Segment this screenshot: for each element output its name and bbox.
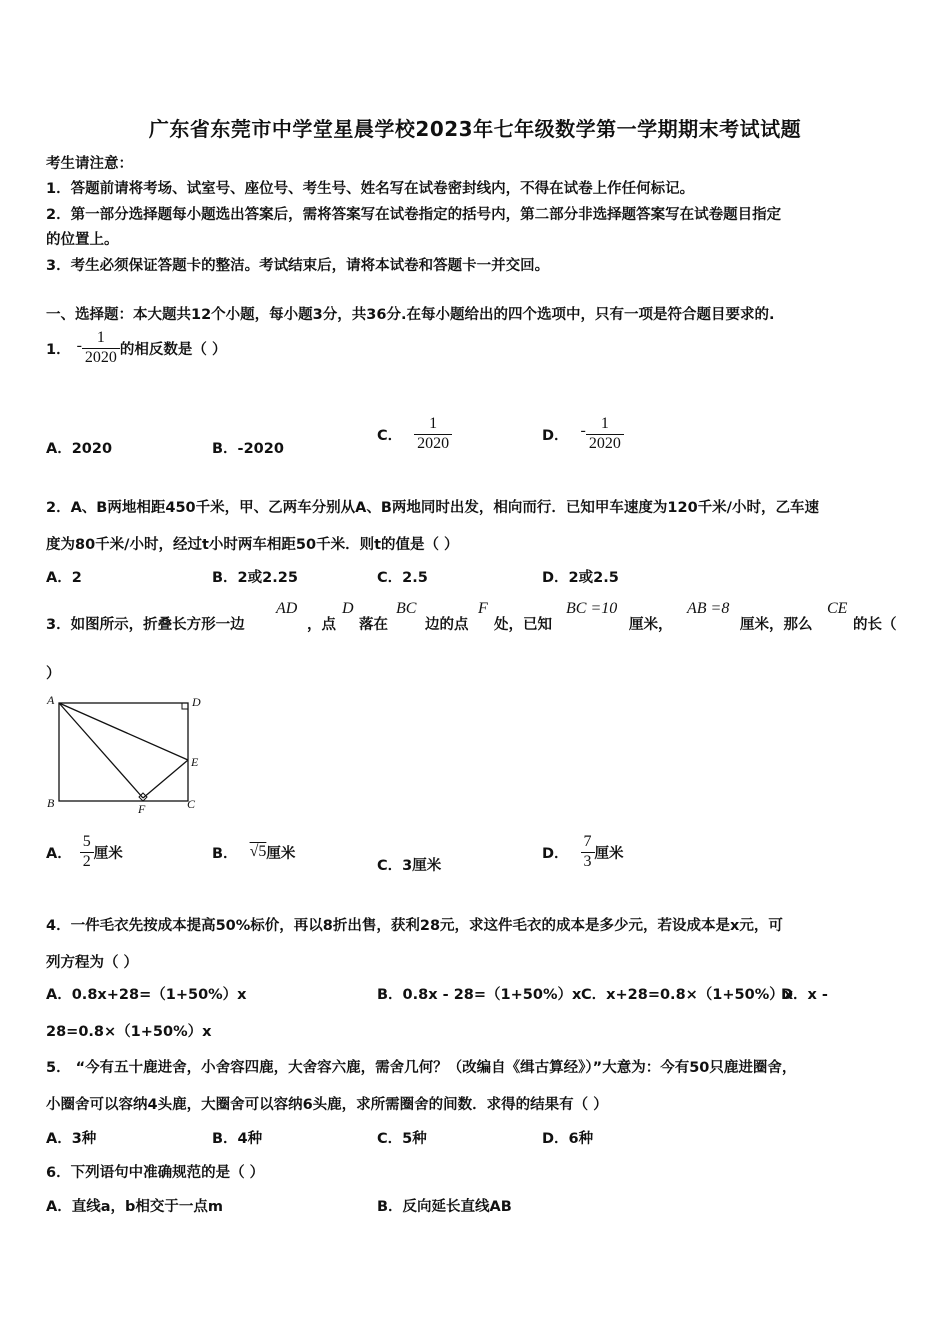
option-label: D． [542,845,569,862]
option-label: D． [542,427,569,444]
math-bc: BC [396,600,417,617]
fraction [581,833,595,871]
question-2-line-1: 2．A、B两地相距450千米，甲、乙两车分别从A、B两地同时出发，相向而行．已知甲车速度为120千米/小时，乙车速 [46,500,819,516]
q4-option-d-cont: 28=0.8×（1+50%）x [46,1024,212,1040]
q4-option-b[interactable]: B．0.8x - 28=（1+50%）x [377,987,582,1003]
question-3-text: 边的点 [425,617,469,633]
q6-option-a[interactable]: A．直线a，b相交于一点m [46,1199,223,1215]
q5-option-d[interactable]: D．6种 [542,1131,594,1147]
notice-line-1: 1．答题前请将考场、试室号、座位号、考生号、姓名写在试卷密封线内，不得在试卷上作任何标记。 [46,181,695,197]
unit: 厘米 [594,845,624,862]
segment-af [59,703,143,798]
question-3-text: 厘米，那么 [740,617,813,633]
fraction-denominator: 2020 [586,434,624,453]
question-1-stem [46,325,226,371]
q5-option-a[interactable]: A．3种 [46,1131,97,1147]
question-5-line-2: 小圈舍可以容纳4头鹿，大圈舍可以容纳6头鹿，求所需圈舍的间数．求得的结果有（ ） [46,1097,608,1113]
question-6-stem: 6．下列语句中准确规范的是（ ） [46,1165,265,1181]
label-d: D [192,695,201,709]
q2-option-c[interactable]: C．2.5 [377,570,428,586]
label-f: F [138,802,146,815]
unit: 厘米 [93,845,123,862]
page-title: 广东省东莞市中学堂星晨学校2023年七年级数学第一学期期末考试试题 [148,117,802,141]
fraction [414,415,452,453]
question-3-text: 的长（ [853,617,897,633]
fraction [586,415,624,453]
q1-option-a[interactable]: A．2020 [46,441,113,457]
option-label: A． [46,845,72,862]
math-bc-10: BC =10 [566,600,618,617]
q3-option-d[interactable] [542,828,624,876]
q3-option-a[interactable] [46,828,123,876]
notice-heading: 考生请注意： [46,156,133,172]
section-heading: 一、选择题：本大题共12个小题，每小题3分，共36分.在每小题给出的四个选项中，只有一项是符合题目要求的. [46,307,775,323]
fraction [80,833,94,871]
q6-option-b[interactable]: B．反向延长直线AB [377,1199,512,1215]
question-3-text: ，点 [307,617,336,633]
fraction-numerator: 1 [600,415,609,433]
question-3-text: 3．如图所示，折叠长方形一边 [46,617,245,633]
unit: 厘米 [266,845,296,862]
rectangle-fold-figure [40,690,210,815]
q1-option-d[interactable] [542,410,624,458]
q5-option-b[interactable]: B．4种 [212,1131,263,1147]
segment-ae [59,703,188,760]
q5-option-c[interactable]: C．5种 [377,1131,427,1147]
fraction-numerator: 5 [82,833,91,851]
question-4-line-2: 列方程为（ ） [46,955,139,971]
minus-sign: - [580,422,586,439]
math-ad: AD [276,600,298,617]
label-e: E [191,755,199,769]
fraction [82,329,120,367]
question-3-text: ） [46,666,61,682]
notice-line-2a: 2．第一部分选择题每小题选出答案后，需将答案写在试卷指定的括号内，第二部分非选择题答案写在试卷题目指定 [46,207,782,223]
q4-option-d[interactable]: D．x - [781,987,828,1003]
question-number: 1． [46,341,71,358]
question-3-text: 处，已知 [494,617,552,633]
question-text: 的相反数是（ ） [119,341,227,358]
option-label: C． [377,427,403,444]
q3-option-b[interactable] [212,828,295,876]
q1-option-c[interactable] [377,410,452,458]
math-ab-8: AB =8 [687,600,730,617]
segment-fe [143,760,188,798]
option-label: B． [212,845,238,862]
q3-option-c[interactable]: C．3厘米 [377,858,442,874]
question-2-line-2: 度为80千米/小时，经过t小时两车相距50千米．则t的值是（ ） [46,537,459,553]
minus-sign: - [76,337,82,354]
fraction-denominator: 3 [581,852,595,871]
fraction-denominator: 2020 [414,434,452,453]
q4-option-c[interactable]: C．x+28=0.8×（1+50%）x [581,987,794,1003]
label-c: C [187,797,196,811]
notice-line-2b: 的位置上。 [46,232,119,248]
fraction-numerator: 1 [429,415,438,433]
math-d: D [342,600,354,617]
q2-option-b[interactable]: B．2或2.25 [212,570,298,586]
fraction-denominator: 2020 [82,348,120,367]
q4-option-a[interactable]: A．0.8x+28=（1+50%）x [46,987,247,1003]
math-ce: CE [827,600,848,617]
question-3-text: 厘米， [629,617,673,633]
fraction-denominator: 2 [80,852,94,871]
sqrt-value: √5 [249,843,267,860]
label-a: A [47,693,55,707]
right-angle-marker [182,703,188,709]
math-f: F [478,600,488,617]
notice-line-3: 3．考生必须保证答题卡的整洁。考试结束后，请将本试卷和答题卡一并交回。 [46,258,550,274]
q1-option-b[interactable]: B．-2020 [212,441,284,457]
label-b: B [47,796,55,810]
question-5-line-1: 5． “今有五十鹿进舍，小舍容四鹿，大舍容六鹿，需舍几何？（改编自《缉古算经》）”大意为：今有50只鹿进圈舍， [46,1060,797,1076]
question-3-text: 落在 [359,617,388,633]
question-4-line-1: 4．一件毛衣先按成本提高50%标价，再以8折出售，获利28元，求这件毛衣的成本是多少元，若设成本是x元，可 [46,918,783,934]
q2-option-d[interactable]: D．2或2.5 [542,570,619,586]
q2-option-a[interactable]: A．2 [46,570,82,586]
fraction-numerator: 7 [583,833,592,851]
fraction-numerator: 1 [96,329,105,347]
